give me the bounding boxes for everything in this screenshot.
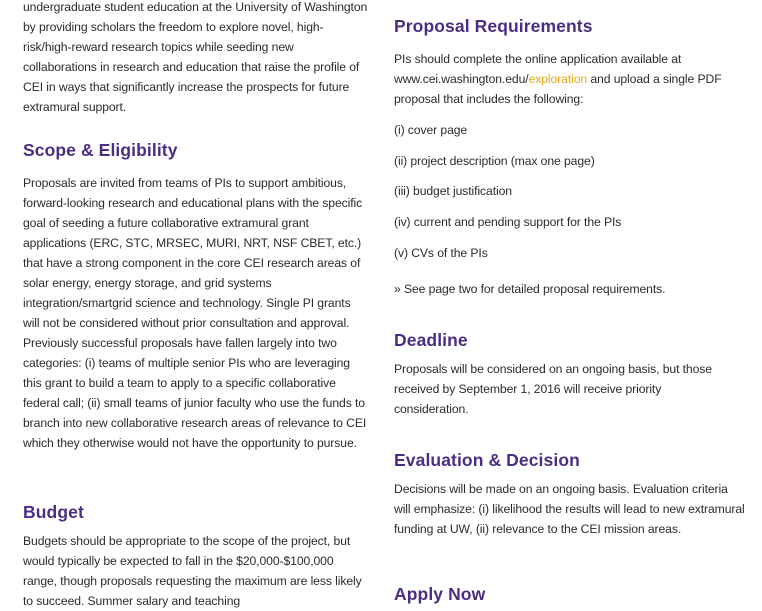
see-page-two-note: » See page two for detailed proposal requirements. bbox=[394, 282, 666, 296]
scope-paragraph: Proposals are invited from teams of PIs to support ambitious, forward-looking research and educational plans with the specific goal of seeding a future collaborative extramural grant applications (ERC, STC, MRSEC, MURI, NRT, NSF CBET, etc.) that have a strong component in the core CEI research areas of solar energy, energy storage, and grid systems integration/smartgrid science and technology. Single PI grants will not be considered without prior consultation and approval. Previously successful proposals have fallen largely into two categories: (i) teams of multiple senior PIs who are leveraging this grant to build a team to apply to a specific collaborative federal call; (ii) small teams of junior faculty who use the funds to branch into new collaborative research areas of relevance to CEI which they otherwise would not have the opportunity to pursue. bbox=[23, 176, 367, 450]
requirements-intro bbox=[394, 49, 746, 109]
evaluation-heading: Evaluation & Decision bbox=[394, 450, 580, 470]
list-item-cover-page: (i) cover page bbox=[394, 123, 468, 137]
list-item-project-description: (ii) project description (max one page) bbox=[394, 154, 595, 168]
deadline-heading: Deadline bbox=[394, 330, 468, 350]
requirements-intro-text: PIs should complete the online application available at www.cei.washington.edu/ bbox=[394, 52, 682, 86]
budget-heading: Budget bbox=[23, 502, 84, 522]
evaluation-paragraph: Decisions will be made on an ongoing basis. Evaluation criteria will emphasize: (i) likelihood the results will lead to new extramural funding at UW, (ii) relevance to the CEI mission areas. bbox=[394, 482, 745, 536]
exploration-link[interactable]: exploration bbox=[528, 72, 588, 86]
apply-now-heading[interactable]: Apply Now bbox=[394, 584, 486, 604]
requirements-intro-text-end: and upload a single PDF proposal that includes the following: bbox=[394, 72, 722, 106]
requirements-heading: Proposal Requirements bbox=[394, 16, 593, 36]
list-item-current-pending-support: (iv) current and pending support for the PIs bbox=[394, 215, 622, 229]
scope-heading: Scope & Eligibility bbox=[23, 140, 178, 160]
list-item-budget-justification: (iii) budget justification bbox=[394, 184, 512, 198]
list-item-cvs: (v) CVs of the PIs bbox=[394, 246, 488, 260]
intro-paragraph: undergraduate student education at the University of Washington by providing scholars the freedom to explore novel, high-risk/high-reward research topics while seeding new collaborations in research and education that raise the profile of CEI in ways that significantly increase the prospects for future extramural support. bbox=[23, 0, 368, 114]
deadline-paragraph: Proposals will be considered on an ongoing basis, but those received by September 1, 2016 will receive priority consideration. bbox=[394, 362, 712, 416]
budget-paragraph: Budgets should be appropriate to the scope of the project, but would typically be expected to fall in the $20,000-$100,000 range, though proposals requesting the maximum are less likely to succeed. Summer salary and teaching bbox=[23, 534, 362, 608]
